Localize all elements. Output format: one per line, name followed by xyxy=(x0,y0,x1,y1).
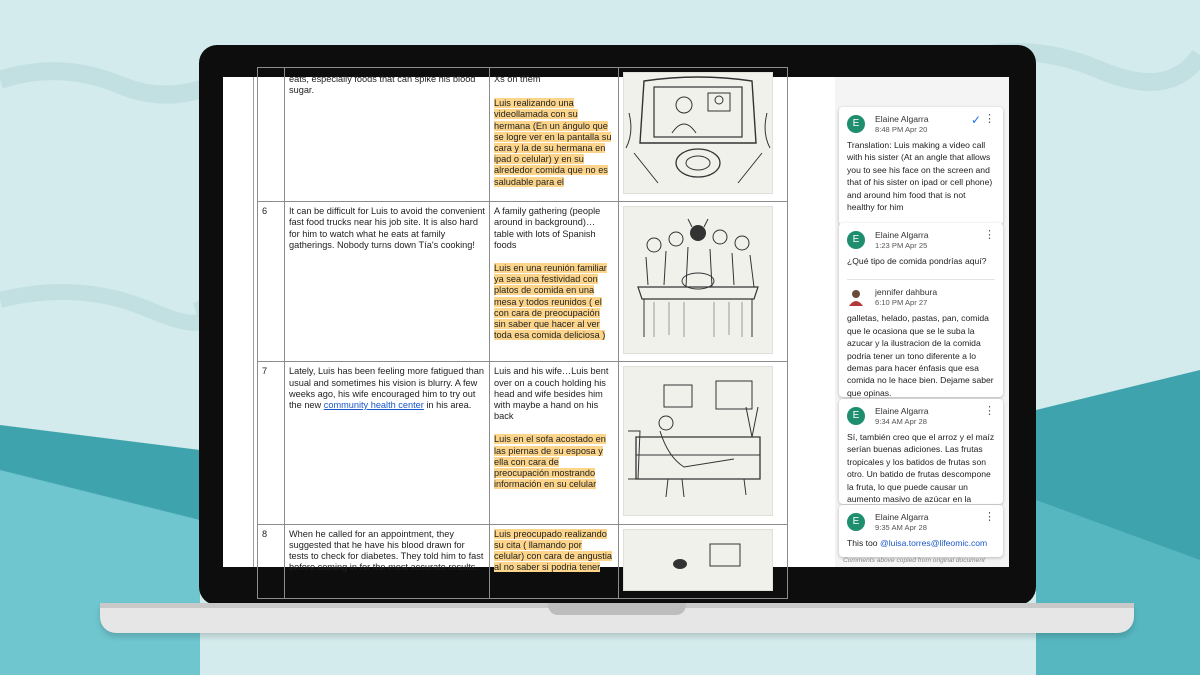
avatar: E xyxy=(847,513,865,531)
comment-time: 9:35 AM Apr 28 xyxy=(875,523,927,532)
comment-card[interactable] xyxy=(839,399,1003,504)
laptop-screen xyxy=(223,74,1009,573)
storyboard-table xyxy=(257,67,788,599)
document-page[interactable] xyxy=(223,74,835,573)
scene-spanish-highlight[interactable]: Luis en el sofa acostado en las piernas de su esposa y ella con cara de preocupación mostrando información en su celular xyxy=(494,434,606,490)
comment-text: ¿Qué tipo de comida pondrías aquí? xyxy=(847,256,987,266)
more-options-icon[interactable]: ⋮ xyxy=(984,405,995,417)
row-number: 8 xyxy=(258,524,285,598)
community-health-center-link[interactable]: community health center xyxy=(323,400,424,411)
comment-card[interactable] xyxy=(839,107,1003,225)
person-icon xyxy=(847,288,865,306)
row-scene[interactable] xyxy=(490,524,619,598)
scene-english: Luis and his wife…Luis bent over on a couch holding his head and wife besides him with maybe a hand on his back xyxy=(494,366,609,422)
avatar: E xyxy=(847,115,865,133)
sketch-phone-image[interactable] xyxy=(623,529,773,591)
comment-author: Elaine Algarra xyxy=(875,512,929,522)
description-text: eats, especially foods that can spike his blood sugar. xyxy=(289,74,476,96)
resolve-check-icon[interactable]: ✓ xyxy=(970,113,981,127)
description-text: When he called for an appointment, they suggested that he have his blood drawn for tests to check for diabetes. They told him to fast before coming in for the most accurate results. xyxy=(289,528,484,573)
comment-author: jennifer dahbura xyxy=(875,287,938,298)
user-photo-avatar xyxy=(847,288,865,306)
comment-text: Sí, también creo que el arroz y el maíz serían buenas adiciones. Las frutas tropicales y los batidos de frutas son otro. Un batido de frutas descompone la fruta, lo que puede causar un aumento masivo de azúcar en la xyxy=(847,432,995,505)
table-row xyxy=(258,68,788,202)
scene-spanish-highlight[interactable]: Luis realizando una videollamada con su hermana (En un ángulo que se logre ver en la pantalla su cara y la de su hermana en ipad o celular) y en su alrededor comida que no es saludable para el xyxy=(494,98,612,187)
row-description[interactable] xyxy=(285,362,490,524)
comment-time: 1:23 PM Apr 25 xyxy=(875,241,928,250)
row-description[interactable] xyxy=(285,202,490,362)
comments-footnote: Comments above copied from original document xyxy=(843,557,985,564)
sketch-family-gathering-image[interactable] xyxy=(623,206,773,354)
scene-spanish-highlight[interactable]: Luis en una reunión familiar ya sea una festividad con platos de comida en una mesa y todos reunidos ( el con cara de preocupación sin saber que hacer al ver toda esa comida deliciosa ) xyxy=(494,263,607,341)
row-illustration xyxy=(619,202,788,362)
scene-spanish-highlight[interactable]: Luis preocupado realizando su cita ( llamando por celular) con cara de angustia al no saber si podria tener xyxy=(494,528,612,573)
row-scene[interactable] xyxy=(490,362,619,524)
user-mention-link[interactable]: @luisa.torres@lifeomic.com xyxy=(879,538,988,548)
sketch-video-call-image[interactable] xyxy=(623,72,773,194)
row-scene[interactable] xyxy=(490,68,619,202)
scene-english: Xs on them xyxy=(494,74,541,84)
row-illustration xyxy=(619,362,788,524)
comments-panel xyxy=(835,77,1009,567)
laptop-notch xyxy=(548,603,686,615)
comment-text: galletas, helado, pastas, pan, comida que le ocasiona que se le suba la azucar y la ilustracion de la comida podria tener un tono diferente a lo demas para hacer énfasis que esa comida no le hace bien. Dejame saber que opinas. xyxy=(847,313,994,398)
table-row xyxy=(258,362,788,524)
comment-text: Translation: Luis making a video call with his sister (At an angle that allows you to see his face on the screen and that of his sister on ipad or cell phone) and around him food that is not healthy for him xyxy=(847,140,993,213)
row-scene[interactable] xyxy=(490,202,619,362)
scene-english: A family gathering (people around in background)…table with lots of Spanish foods xyxy=(494,206,601,250)
description-text xyxy=(289,366,485,411)
comment-time: 9:34 AM Apr 28 xyxy=(875,417,927,426)
comment-card[interactable] xyxy=(839,505,1003,557)
row-description[interactable] xyxy=(285,524,490,598)
comment-author: Elaine Algarra xyxy=(875,406,929,416)
description-text-start: Lately, Luis has been feeling more fatigued than usual and sometimes his vision is blurry. A few weeks ago, his wife encouraged him to try out the new xyxy=(289,366,484,411)
row-description[interactable] xyxy=(285,68,490,202)
more-options-icon[interactable]: ⋮ xyxy=(984,229,995,241)
row-illustration xyxy=(619,68,788,202)
description-text-end: in his area. xyxy=(423,400,472,411)
comment-time: 8:48 PM Apr 20 xyxy=(875,125,928,134)
page-margin-line xyxy=(253,77,254,567)
comment-text-start: This too xyxy=(847,538,880,548)
comment-thread-card[interactable] xyxy=(839,223,1003,397)
comment-author: Elaine Algarra xyxy=(875,230,929,240)
row-number: 6 xyxy=(258,202,285,362)
row-illustration xyxy=(619,524,788,598)
avatar: E xyxy=(847,231,865,249)
comment-time: 6:10 PM Apr 27 xyxy=(875,298,928,308)
more-options-icon[interactable]: ⋮ xyxy=(984,113,995,125)
sketch-couch-image[interactable] xyxy=(623,366,773,516)
comment-text xyxy=(847,537,995,549)
comment-author: Elaine Algarra xyxy=(875,114,929,124)
avatar: E xyxy=(847,407,865,425)
row-number xyxy=(258,68,285,202)
row-number: 7 xyxy=(258,362,285,524)
description-text: It can be difficult for Luis to avoid the convenient fast food trucks near his job site. It is also hard for him to watch what he eats at family gatherings. Nobody turns down Tía's cooking! xyxy=(289,206,485,250)
table-row xyxy=(258,202,788,362)
table-row xyxy=(258,524,788,598)
more-options-icon[interactable]: ⋮ xyxy=(984,511,995,523)
